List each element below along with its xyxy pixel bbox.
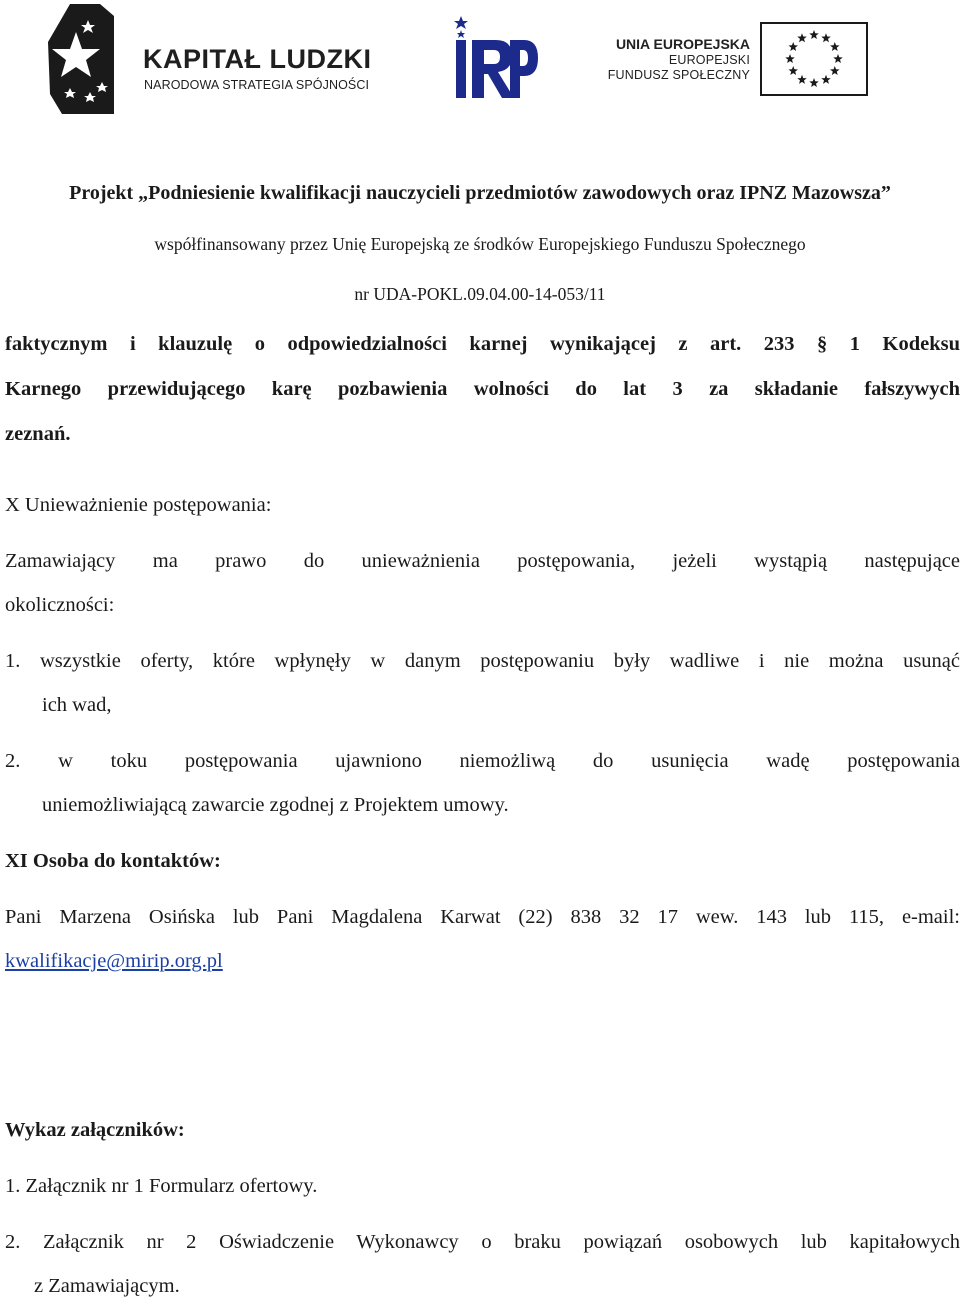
unia-europejska-text: [608, 36, 750, 83]
cofinanced-line: współfinansowany przez Unię Europejską ze środków Europejskiego Funduszu Społecznego: [154, 234, 806, 254]
kapital-ludzki-logo: [40, 2, 400, 120]
unia-europejska-logo: [607, 22, 868, 98]
irp-logo-icon: [452, 14, 538, 100]
eu-flag-icon: [760, 22, 868, 96]
attachment-item-2-line-1: 2. Załącznik nr 2 Oświadczenie Wykonawcy o braku powiązań osobowych lub kapitałowych: [5, 1231, 960, 1253]
logos-header: [0, 0, 960, 125]
ue-line3: FUNDUSZ SPOŁECZNY: [607, 68, 750, 82]
kapital-ludzki-subtitle: NARODOWA STRATEGIA SPÓJNOŚCI: [144, 78, 370, 92]
irp-logo: [452, 14, 538, 100]
list-item-2-line-2: uniemożliwiającą zawarcie zgodnej z Projektem umowy.: [42, 794, 509, 816]
project-title: Projekt „Podniesienie kwalifikacji nauczycieli przedmiotów zawodowych oraz IPNZ Mazowsza”: [69, 182, 891, 204]
attachment-item-2-line-2: z Zamawiającym.: [34, 1275, 180, 1297]
intro-line-1: faktycznym i klauzulę o odpowiedzialności karnej wynikającej z art. 233 § 1 Kodeksu: [5, 333, 960, 355]
list-item-1-line-1: 1. wszystkie oferty, które wpłynęły w danym postępowaniu były wadliwe i nie można usunąć: [5, 650, 960, 672]
project-number: nr UDA-POKL.09.04.00-14-053/11: [354, 284, 606, 304]
contact-email-link[interactable]: kwalifikacje@mirip.org.pl: [5, 950, 223, 972]
section-xi-title: XI Osoba do kontaktów:: [5, 850, 221, 872]
section-x-title: X Unieważnienie postępowania:: [5, 494, 272, 516]
ue-line2: EUROPEJSKI: [668, 53, 750, 67]
attachment-item-1: 1. Załącznik nr 1 Formularz ofertowy.: [5, 1175, 318, 1197]
intro-line-2: Karnego przewidującego karę pozbawienia wolności do lat 3 za składanie fałszywych: [5, 378, 960, 400]
stars-figure-icon: [40, 2, 140, 120]
list-item-1-line-2: ich wad,: [42, 694, 112, 716]
intro-line-3: zeznań.: [5, 423, 71, 445]
ue-line1: UNIA EUROPEJSKA: [615, 36, 750, 52]
kapital-ludzki-title: KAPITAŁ LUDZKI: [143, 44, 372, 74]
attachments-title: Wykaz załączników:: [5, 1119, 185, 1141]
list-item-2-line-1: 2. w toku postępowania ujawniono niemożliwą do usunięcia wadę postępowania: [5, 750, 960, 772]
section-x-paragraph-line-1: Zamawiający ma prawo do unieważnienia postępowania, jeżeli wystąpią następujące: [5, 550, 960, 572]
section-x-paragraph-line-2: okoliczności:: [5, 594, 115, 616]
contact-line: Pani Marzena Osińska lub Pani Magdalena Karwat (22) 838 32 17 wew. 143 lub 115, e-mail:: [5, 906, 960, 928]
